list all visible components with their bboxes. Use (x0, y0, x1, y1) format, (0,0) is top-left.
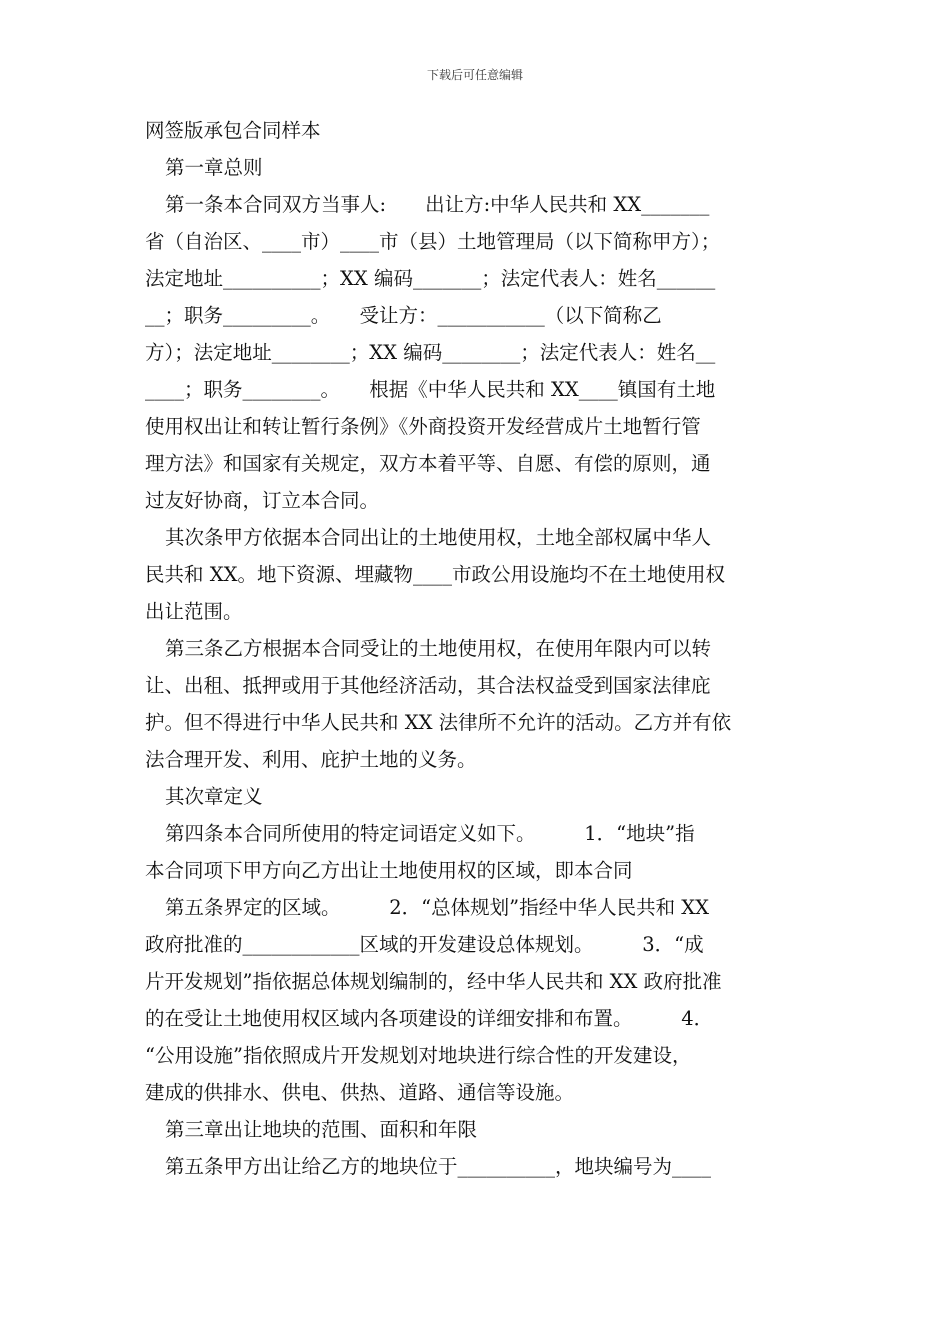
paragraph-line: 本合同项下甲方向乙方出让土地使用权的区域，即本合同 (145, 859, 633, 882)
paragraph-line: 第五条甲方出让给乙方的地块位于__________，地块编号为____ (165, 1155, 712, 1178)
document-title: 网签版承包合同样本 (145, 119, 321, 142)
chapter-heading: 第一章总则 (165, 156, 263, 179)
paragraph-line: 的在受让土地使用权区域内各项建设的详细安排和布置。 4． (145, 1007, 714, 1030)
paragraph-line: 第一条本合同双方当事人: 出让方:中华人民共和 XX_______ (165, 193, 710, 216)
paragraph-line: 方）；法定地址________；XX 编码________；法定代表人：姓名__ (145, 341, 716, 364)
paragraph-line: “公用设施”指依照成片开发规划对地块进行综合性的开发建设， (145, 1044, 692, 1067)
paragraph-line: 出让范围。 (145, 600, 243, 623)
chapter-heading: 其次章定义 (165, 785, 263, 808)
paragraph-line: 政府批准的____________区域的开发建设总体规划。 3．“成 (145, 933, 704, 956)
paragraph-line: ____；职务________。 根据《中华人民共和 XX____镇国有土地 (145, 378, 716, 401)
paragraph-line: 第五条界定的区域。 2．“总体规划”指经中华人民共和 XX (165, 896, 710, 919)
paragraph-line: 民共和 XX。地下资源、埋藏物____市政公用设施均不在土地使用权 (145, 563, 725, 586)
chapter-heading: 第三章出让地块的范围、面积和年限 (165, 1118, 478, 1141)
paragraph-line: 建成的供排水、供电、供热、道路、通信等设施。 (145, 1081, 575, 1104)
paragraph-line: 使用权出让和转让暂行条例》《外商投资开发经营成片土地暂行管 (145, 415, 701, 438)
paragraph-line: 护。但不得进行中华人民共和 XX 法律所不允许的活动。乙方并有依 (145, 711, 732, 734)
paragraph-line: 第四条本合同所使用的特定词语定义如下。 1．“地块”指 (165, 822, 695, 845)
paragraph-line: __；职务_________。 受让方：___________（以下简称乙 (145, 304, 662, 327)
paragraph-line: 其次条甲方依据本合同出让的土地使用权，土地全部权属中华人 (165, 526, 712, 549)
paragraph-line: 法定地址__________；XX 编码_______；法定代表人：姓名______ (145, 267, 716, 290)
paragraph-line: 第三条乙方根据本合同受让的土地使用权，在使用年限内可以转 (165, 637, 712, 660)
paragraph-line: 理方法》和国家有关规定，双方本着平等、自愿、有偿的原则，通 (145, 452, 711, 475)
page-header: 下载后可任意编辑 (426, 68, 523, 82)
paragraph-line: 法合理开发、利用、庇护土地的义务。 (145, 748, 477, 771)
paragraph-line: 省（自治区、____市）____市（县）土地管理局（以下简称甲方）； (145, 230, 721, 253)
paragraph-line: 过友好协商，订立本合同。 (145, 489, 380, 512)
document-body (145, 112, 813, 1185)
paragraph-line: 片开发规划”指依据总体规划编制的，经中华人民共和 XX 政府批准 (145, 970, 722, 993)
paragraph-line: 让、出租、抵押或用于其他经济活动，其合法权益受到国家法律庇 (145, 674, 711, 697)
